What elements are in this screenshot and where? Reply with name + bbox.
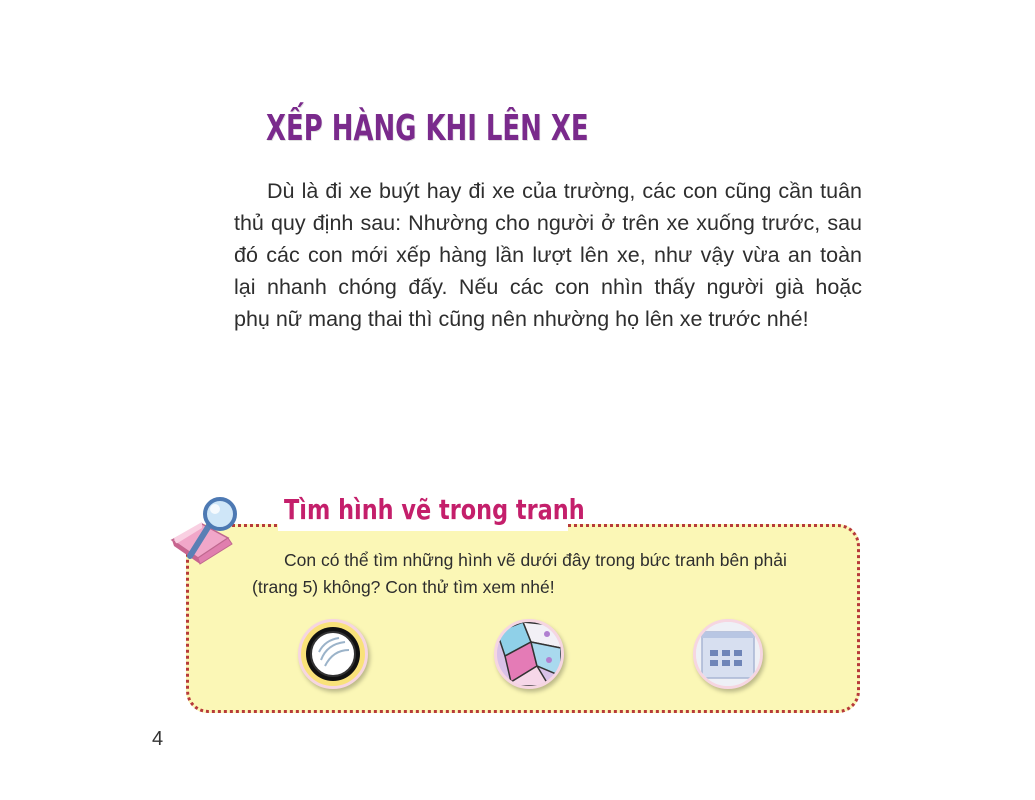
window-panel-icon — [696, 622, 760, 686]
activity-line: Con có thể tìm những hình vẽ dưới đây trong bức tranh bên phải — [284, 550, 787, 570]
page-title: XẾP HÀNG KHI LÊN XE — [266, 108, 589, 149]
picture-circle — [494, 619, 564, 689]
activity-title: Tìm hình vẽ trong tranh — [284, 493, 585, 526]
body-line: thủ quy định sau: Nhường cho người ở trên xe xuống trước, sau — [234, 211, 862, 235]
body-line: phụ nữ mang thai thì cũng nên nhường họ lên xe trước nhé! — [234, 307, 809, 331]
activity-instructions — [252, 547, 842, 601]
page-number: 4 — [152, 728, 164, 750]
round-mirror-icon — [301, 622, 365, 686]
body-line: Dù là đi xe buýt hay đi xe của trường, các con cũng cần tuân — [267, 179, 862, 203]
picture-circle — [298, 619, 368, 689]
activity-line: (trang 5) không? Con thử tìm xem nhé! — [252, 577, 555, 597]
patterned-fabric-icon — [497, 622, 561, 686]
body-line: đó các con mới xếp hàng lần lượt lên xe, như vậy vừa an toàn — [234, 243, 862, 267]
picture-circle — [693, 619, 763, 689]
book-magnifier-icon — [168, 494, 258, 574]
body-paragraph — [234, 175, 862, 335]
body-line: lại nhanh chóng đấy. Nếu các con nhìn thấy người già hoặc — [234, 275, 862, 299]
